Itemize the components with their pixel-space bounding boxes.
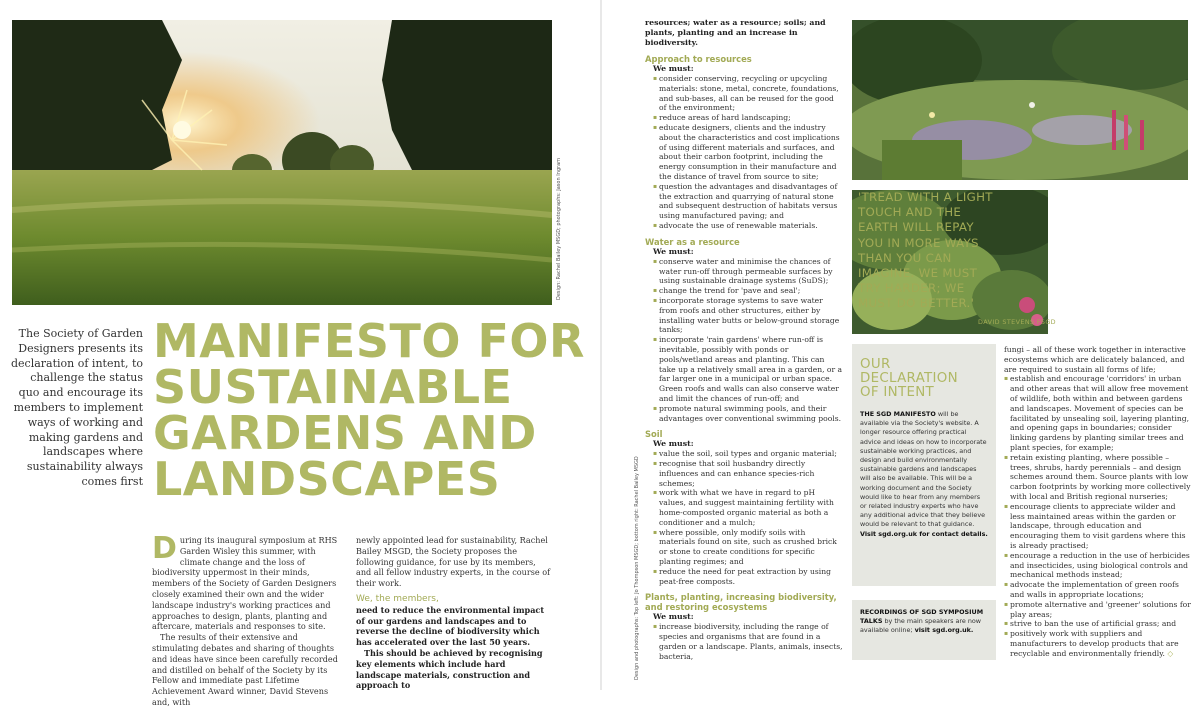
list-item: ▪ change the trend for 'pave and seal'; [653, 286, 843, 296]
water-list [645, 257, 843, 424]
soil-list [645, 449, 843, 586]
recordings-text [860, 608, 988, 636]
list-item: ▪ educate designers, clients and the industry about the characteristics and cost implications of using different materials and surfaces, and about their carbon footprint, including the energy consumption in their manufacture and the distance of travel from source to site; [653, 123, 843, 182]
section-heading-resources: Approach to resources [645, 54, 752, 64]
body-paragraph: newly appointed lead for sustainability, Rachel Bailey MSGD, the Society proposes the following guidance, for use by its members, and all fellow industry experts, in the course of their work. [356, 535, 551, 589]
list-item: ▪ conserve water and minimise the chances of water run-off through permeable surfaces by using sustainable drainage systems (SuDS); [653, 257, 843, 286]
contact-link[interactable]: Visit sgd.org.uk for contact details. [860, 529, 988, 538]
column-lead: resources; water as a resource; soils; and plants, planting and an increase in biodiversity. [645, 18, 826, 47]
list-item: ▪ question the advantages and disadvantages of the extraction and quarrying of natural stone and subsequent destruction of habitats versus using manufactured paving; and [653, 182, 843, 221]
column-lead: fungi – all of these work together in interactive ecosystems which are delicately balanced, and are required to sustain all forms of life; [1004, 345, 1186, 374]
headline-line: SUSTAINABLE [153, 360, 513, 414]
section-heading-soil: Soil [645, 429, 663, 440]
intro-standfirst: The Society of Garden Designers presents its declaration of intent, to challenge the status quo and encourage its members to implement ways of working and making gardens and landscapes where sustainability always comes first [10, 327, 143, 488]
we-must-label: We must: [653, 439, 694, 449]
meadow-sunset-photo [12, 20, 552, 305]
quote-attribution: DAVID STEVENS FSGD [978, 318, 1056, 326]
list-item: ▪ value the soil, soil types and organic material; [653, 449, 843, 459]
plants-list [645, 622, 843, 661]
resources-list [645, 74, 843, 231]
photo-credit-right: Design and photographs: Top left: Jo Thompson MSGD; bottom right: Rachel Bailey MSGD [634, 456, 640, 680]
we-must-label: We must: [653, 612, 694, 622]
section-heading-plants: Plants, planting, increasing biodiversity, and restoring ecosystems [645, 592, 837, 613]
photo-credit: Design: Rachel Bailey MSGD; photographs: Jason Ingram [556, 157, 562, 300]
manifesto-column-1 [645, 18, 843, 662]
headline-line: GARDENS AND [153, 406, 537, 460]
pull-quote: 'TREAD WITH A LIGHT TOUCH AND THE EARTH WILL REPAY YOU IN MORE WAYS THAN YOU CAN IMAGINE. WE MUST TRY HARDER; WE MUST DO BETTER.' [858, 190, 993, 311]
list-item: ▪ encourage a reduction in the use of herbicides and insecticides, using biological controls and mechanical methods instead; [1004, 551, 1192, 580]
headline-line: LANDSCAPES [153, 452, 501, 506]
biodiversity-list [1004, 374, 1192, 658]
list-item: ▪ advocate the implementation of green roofs and walls in appropriate locations; [1004, 580, 1192, 600]
list-item: ▪ reduce the need for peat extraction by using peat-free composts. [653, 567, 843, 587]
end-mark: ◇ [1167, 648, 1174, 658]
body-column-2 [356, 535, 552, 691]
bold-paragraph: This should be achieved by recognising key elements which include hard landscape materials, construction and approach to [356, 647, 543, 691]
headline-line: MANIFESTO FOR [153, 314, 585, 368]
list-item: ▪ recognise that soil husbandry directly influences and can enhance species-rich schemes; [653, 459, 843, 488]
manifesto-column-3 [1004, 345, 1192, 659]
list-item: ▪ establish and encourage 'corridors' in urban and other areas that will allow free movement of wildlife, both within and between gardens and landscapes. Movement of species can be facilitated by unsealing soil, layering planting, and opening gaps in boundaries; consider linking gardens by planting similar trees and plant species, for example; [1004, 374, 1192, 452]
we-the-members-heading: We, the members, [356, 593, 439, 604]
article-headline [153, 314, 593, 506]
declaration-box [852, 344, 996, 586]
box-title-line: OF INTENT [860, 385, 935, 400]
recordings-link[interactable]: visit sgd.org.uk. [914, 626, 974, 635]
box-title-line: OUR [860, 357, 891, 372]
section-heading-water: Water as a resource [645, 236, 740, 247]
list-item: ▪ where possible, only modify soils with materials found on site, such as crushed brick or stone to create conditions for specific planting regimes; and [653, 528, 843, 567]
drop-cap: D [152, 531, 177, 566]
list-item: ▪ retain existing planting, where possible – trees, shrubs, hardy perennials – and design schemes around them. Source plants with low carbon footprints by working more collectively with local and British regional nurseries; [1004, 453, 1192, 502]
list-item: ▪ consider conserving, recycling or upcycling materials: stone, metal, concrete, foundations, and sub-bases, all can be reused for the good of the environment; [653, 74, 843, 113]
list-item [1004, 629, 1192, 658]
body-paragraph: uring its inaugural symposium at RHS Garden Wisley this summer, with climate change and the loss of biodiversity uppermost in their minds, members of the Society of Garden Designers closely examined their own and the wider landscape industry's working practices and approaches to design, plants, planting and aftercare, materials and responses to site. [152, 535, 338, 632]
list-item: ▪ increase biodiversity, including the range of species and organisms that are found in a garden or a landscape. Plants, animals, insects, bacteria, [653, 622, 843, 661]
recordings-body: by the main speakers are now available online; [860, 617, 982, 635]
list-item: ▪ incorporate 'rain gardens' where run-off is inevitable, possibly with ponds or pools/wetland areas and planting. This can take up a relatively small area in a garden, or a far larger one in a municipal or urban space. Green roofs and walls can also conserve water and limit the chances of run-off; and [653, 335, 843, 404]
list-item: ▪ promote alternative and 'greener' solutions for play areas; [1004, 600, 1192, 620]
perennial-border-photo [852, 20, 1188, 180]
page-gutter [600, 0, 602, 690]
list-item: ▪ strive to ban the use of artificial grass; and [1004, 619, 1192, 629]
list-item: ▪ work with what we have in regard to pH values, and suggest maintaining fertility with home-composted organic material as both a conditioner and a mulch; [653, 488, 843, 527]
list-item: ▪ advocate the use of renewable materials. [653, 221, 843, 231]
declaration-text [860, 410, 988, 539]
bold-paragraph: need to reduce the environmental impact of our gardens and landscapes and to reverse the decline of biodiversity which has accelerated over the last 50 years. [356, 604, 545, 648]
list-item: ▪ incorporate storage systems to save water from roofs and other structures, either by installing water butts or below-ground storage tanks; [653, 296, 843, 335]
box-title-line: DECLARATION [860, 371, 958, 386]
declaration-body: will be available via the Society's website. A longer resource offering practical advice and ideas on how to incorporate sustainable working practices, and design and build environmentally sustainable gardens and landscapes will also be available. This will be a working document and the Society would like to hear from any members or related industry experts who have any additional advice that they believe would be relevant to that guidance. [860, 410, 987, 529]
we-must-label: We must: [653, 246, 694, 256]
list-item: ▪ reduce areas of hard landscaping; [653, 113, 843, 123]
manifesto-lead: THE SGD MANIFESTO [860, 410, 936, 418]
list-item: ▪ encourage clients to appreciate wilder and less maintained areas within the garden or landscape, through education and encouraging them to visit gardens where this is already practised; [1004, 502, 1192, 551]
recordings-lead: RECORDINGS OF SGD SYMPOSIUM TALKS [860, 608, 984, 626]
list-item-text: positively work with suppliers and manufacturers to develop products that are recyclable and environmentally friendly. [1010, 629, 1179, 658]
we-must-label: We must: [653, 64, 694, 73]
body-column-1 [152, 531, 340, 708]
body-paragraph: The results of their extensive and stimulating debates and sharing of thoughts and ideas have since been carefully recorded and distilled on behalf of the Society by its Fellow and immediate past Lifetime Achievement Award winner, David Stevens and, with [152, 632, 338, 707]
recordings-box [852, 600, 996, 660]
list-item: ▪ promote natural swimming pools, and their advantages over conventional swimming pools. [653, 404, 843, 424]
